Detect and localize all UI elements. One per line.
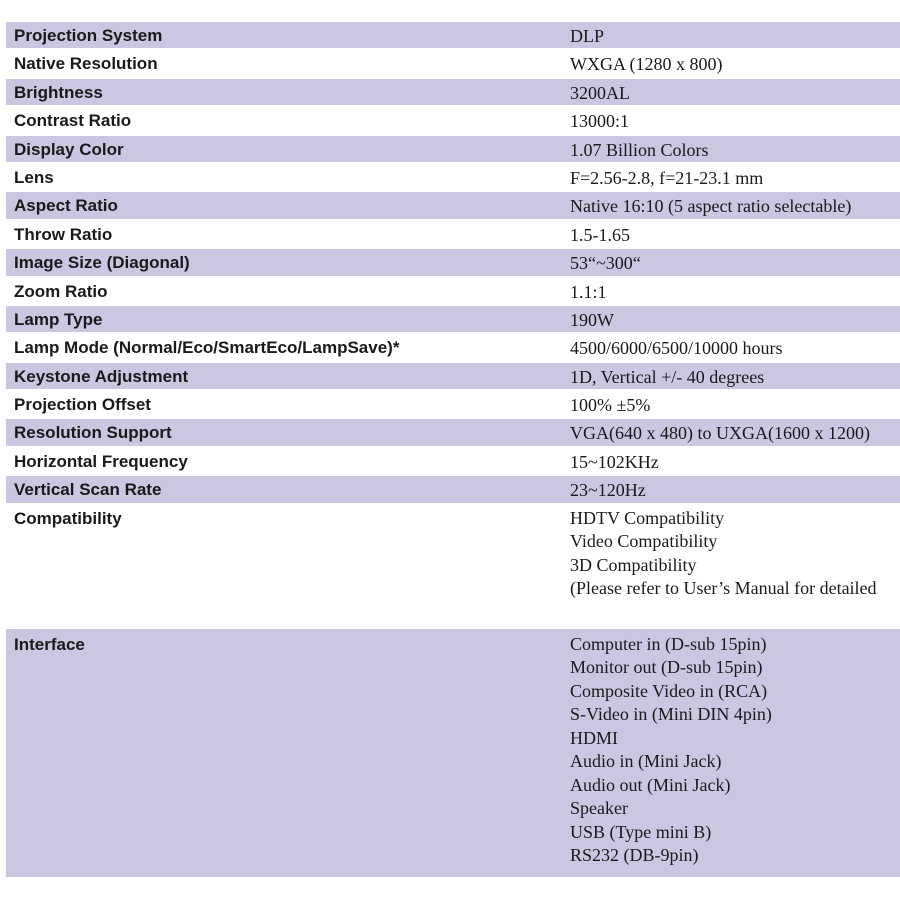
spec-value: 1.07 Billion Colors <box>570 139 709 160</box>
interface-line: RS232 (DB-9pin) <box>570 845 699 866</box>
spec-table <box>6 22 900 877</box>
spec-value: WXGA (1280 x 800) <box>570 54 723 75</box>
spec-row-resolution-support <box>6 419 900 447</box>
compatibility-line: HDTV Compatibility <box>570 507 725 528</box>
interface-line: Computer in (D-sub 15pin) <box>570 633 767 654</box>
spec-row-compatibility <box>6 505 900 629</box>
interface-line: Audio out (Mini Jack) <box>570 774 731 795</box>
spec-label: Lamp Type <box>14 309 103 329</box>
spec-row-lamp-type <box>6 306 900 334</box>
spec-label: Interface <box>14 634 85 654</box>
interface-line: Audio in (Mini Jack) <box>570 751 722 772</box>
interface-line: Speaker <box>570 798 628 819</box>
spec-row-vertical-scan-rate <box>6 476 900 504</box>
spec-row-brightness <box>6 79 900 107</box>
spec-value: DLP <box>570 26 605 46</box>
spec-label: Throw Ratio <box>14 224 113 244</box>
compatibility-line: (Please refer to User’s Manual for detailed <box>570 578 877 599</box>
spec-label: Vertical Scan Rate <box>14 480 162 500</box>
spec-value: 4500/6000/6500/10000 hours <box>570 338 783 359</box>
spec-value: 1.5-1.65 <box>570 224 630 245</box>
spec-label: Lens <box>14 167 54 187</box>
spec-row-interface <box>6 629 900 877</box>
spec-label: Projection System <box>14 26 163 45</box>
spec-label: Image Size (Diagonal) <box>14 253 190 273</box>
spec-value: 13000:1 <box>570 111 630 132</box>
spec-label: Resolution Support <box>14 423 172 443</box>
spec-label: Lamp Mode (Normal/Eco/SmartEco/LampSave)* <box>14 338 400 358</box>
interface-line: S-Video in (Mini DIN 4pin) <box>570 704 772 725</box>
compatibility-line: Video Compatibility <box>570 531 718 552</box>
spec-label: Native Resolution <box>14 54 158 74</box>
spec-value: 1D, Vertical +/- 40 degrees <box>570 366 765 387</box>
spec-value: 190W <box>570 309 614 330</box>
spec-row-aspect-ratio <box>6 192 900 220</box>
spec-value: VGA(640 x 480) to UXGA(1600 x 1200) <box>570 423 870 444</box>
spec-row-throw-ratio <box>6 221 900 249</box>
spec-label: Keystone Adjustment <box>14 366 189 386</box>
spec-row-keystone-adjustment <box>6 363 900 391</box>
spec-value: 53“~300“ <box>570 253 641 274</box>
spec-row-image-size <box>6 249 900 277</box>
interface-line: USB (Type mini B) <box>570 821 712 842</box>
spec-label: Aspect Ratio <box>14 196 118 216</box>
spec-value: 15~102KHz <box>570 451 659 472</box>
spec-value: Native 16:10 (5 aspect ratio selectable) <box>570 196 852 217</box>
interface-line: Monitor out (D-sub 15pin) <box>570 657 763 678</box>
spec-row-horizontal-frequency <box>6 448 900 476</box>
spec-label: Projection Offset <box>14 395 151 415</box>
spec-row-zoom-ratio <box>6 278 900 306</box>
spec-label: Brightness <box>14 82 103 102</box>
spec-value-list <box>570 507 877 601</box>
spec-value: 23~120Hz <box>570 480 646 501</box>
spec-value: F=2.56-2.8, f=21-23.1 mm <box>570 167 764 188</box>
spec-row-lamp-mode <box>6 334 900 362</box>
spec-row-projection-offset <box>6 391 900 419</box>
spec-value: 1.1:1 <box>570 281 607 302</box>
spec-label: Zoom Ratio <box>14 281 108 301</box>
spec-row-contrast-ratio <box>6 107 900 135</box>
compatibility-line: 3D Compatibility <box>570 554 697 575</box>
spec-row-native-resolution <box>6 50 900 78</box>
spec-label: Compatibility <box>14 508 122 528</box>
spec-row-projection-system <box>6 22 900 50</box>
spec-value: 3200AL <box>570 82 630 103</box>
spec-label: Horizontal Frequency <box>14 451 188 471</box>
spec-row-display-color <box>6 136 900 164</box>
spec-value-list <box>570 633 772 868</box>
interface-line: HDMI <box>570 727 618 748</box>
interface-line: Composite Video in (RCA) <box>570 680 768 701</box>
spec-label: Display Color <box>14 139 124 159</box>
spec-label: Contrast Ratio <box>14 111 132 131</box>
spec-row-lens <box>6 164 900 192</box>
spec-value: 100% ±5% <box>570 395 651 416</box>
